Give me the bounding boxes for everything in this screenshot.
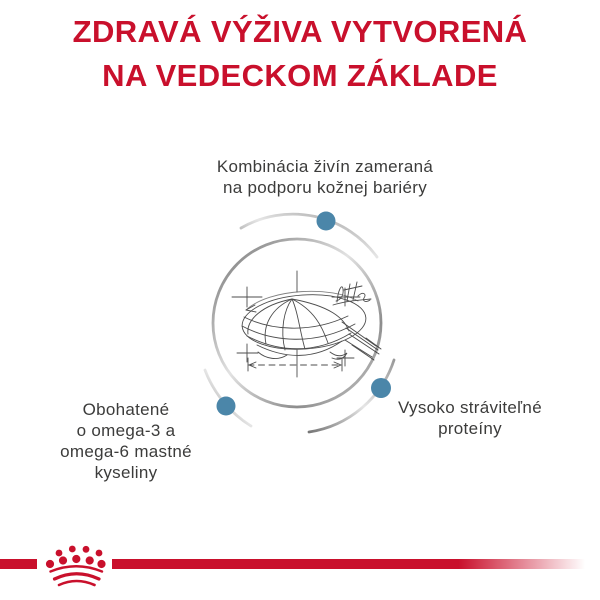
benefit-dot-right xyxy=(371,378,391,398)
kibble-diagram xyxy=(180,195,430,445)
benefit-dot-top xyxy=(317,212,336,231)
orbit-outer-arcs xyxy=(205,214,394,432)
royal-canin-crown-icon xyxy=(40,544,110,592)
sketch-annotation-scribble xyxy=(333,282,371,305)
headline-line-2: NA VEDECKOM ZÁKLADE xyxy=(102,58,498,93)
callout-omega-line-1: Obohatené xyxy=(82,400,170,419)
callout-skin-barrier xyxy=(195,156,455,198)
benefit-dot-left xyxy=(217,397,236,416)
headline-line-1: ZDRAVÁ VÝŽIVA VYTVORENÁ xyxy=(72,14,528,49)
callout-skin-barrier-line-1: Kombinácia živín zameraná xyxy=(216,157,434,176)
callout-omega-line-4: kyseliny xyxy=(94,463,158,482)
callout-protein-line-2: proteíny xyxy=(438,419,502,438)
footer-bar-left xyxy=(0,559,37,569)
orbit-inner-ring xyxy=(213,239,381,407)
kibble-sketch xyxy=(232,271,381,377)
callout-protein-line-1: Vysoko stráviteľné xyxy=(398,398,542,417)
footer-bar-right xyxy=(112,559,600,569)
callout-omega-line-2: o omega-3 a xyxy=(76,421,176,440)
callout-omega-line-3: omega-6 mastné xyxy=(60,442,192,461)
callout-skin-barrier-line-2: na podporu kožnej bariéry xyxy=(222,178,428,197)
page-title xyxy=(0,10,600,98)
